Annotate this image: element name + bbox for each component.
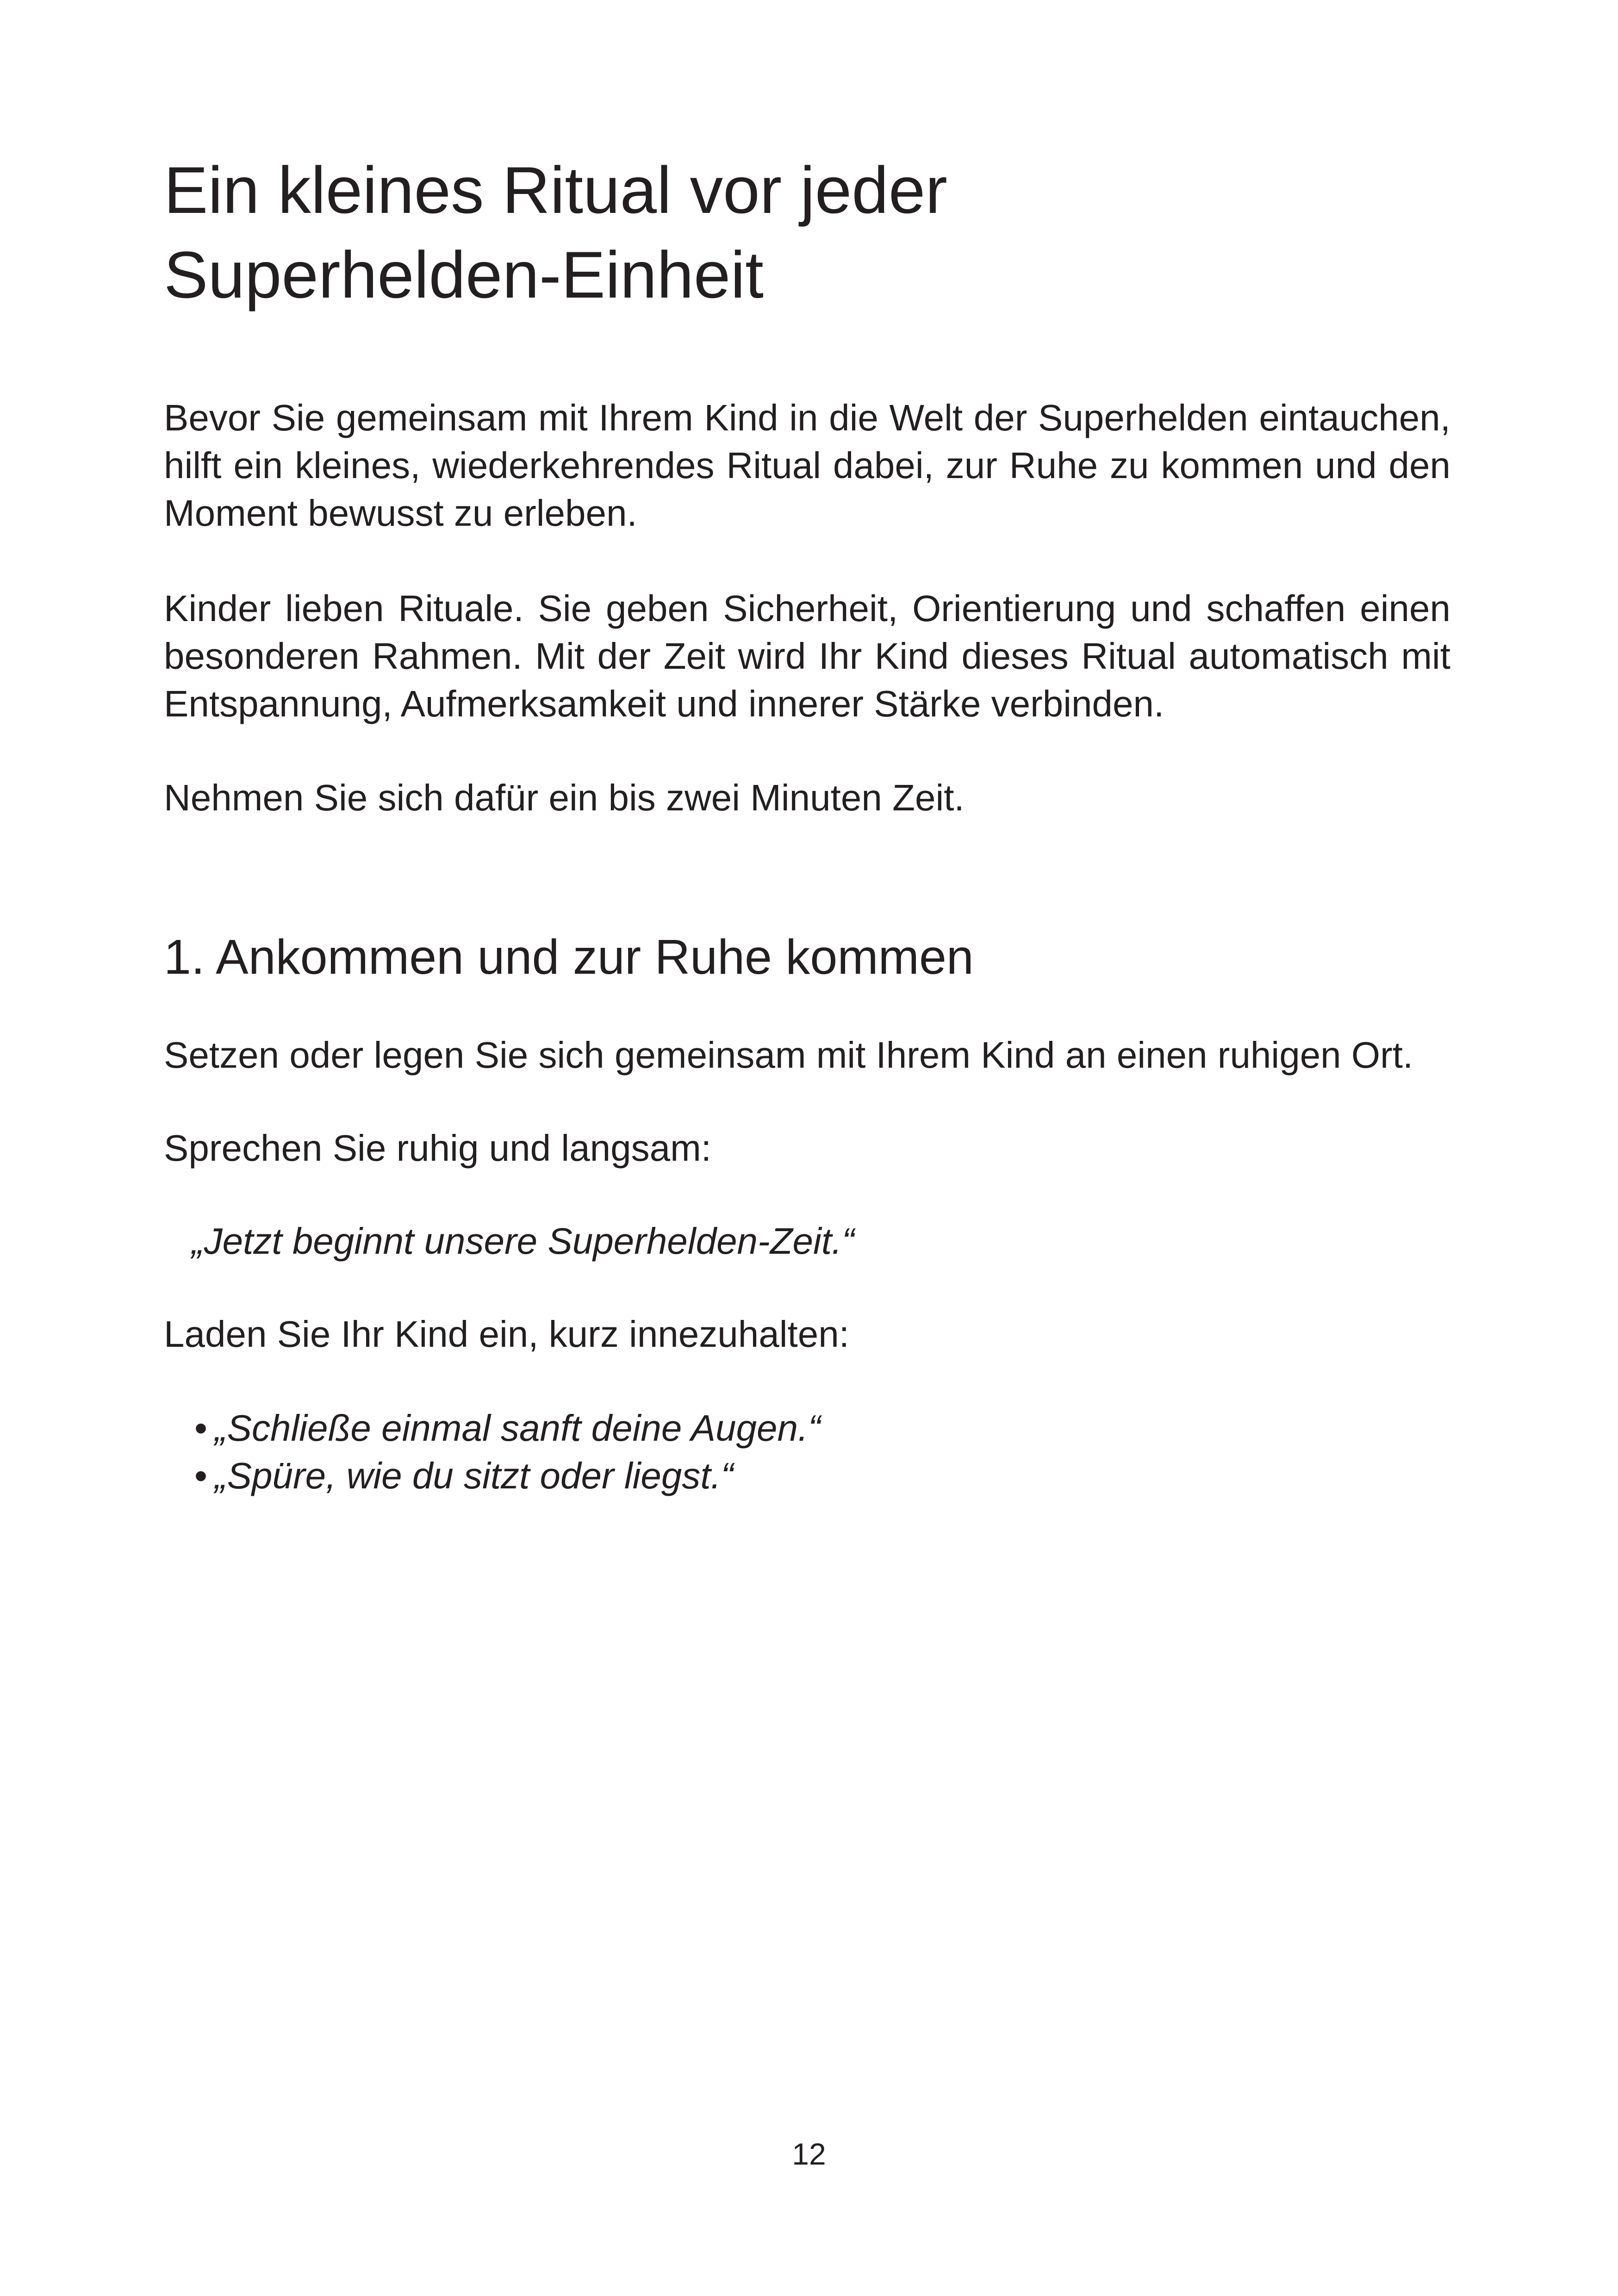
- section-paragraph-2: Sprechen Sie ruhig und langsam:: [164, 1127, 711, 1169]
- bullet-icon: •: [194, 1407, 208, 1449]
- page-title-line-1: Ein kleines Ritual vor jeder: [164, 154, 947, 227]
- section-paragraph-3: Laden Sie Ihr Kind ein, kurz innezuhalten:: [164, 1313, 849, 1355]
- page-content: [164, 148, 1450, 1500]
- section-heading: 1. Ankommen und zur Ruhe kommen: [164, 930, 974, 984]
- intro-paragraph-3: Nehmen Sie sich dafür ein bis zwei Minuten Zeit.: [164, 777, 965, 818]
- list-item-text: „Spüre, wie du sitzt oder liegst.“: [215, 1455, 734, 1496]
- list-item: [194, 1404, 1450, 1452]
- section-paragraph-1: Setzen oder legen Sie sich gemeinsam mit Ihrem Kind an einen ruhigen Ort.: [164, 1034, 1413, 1076]
- list-item-text: „Schließe einmal sanft deine Augen.“: [215, 1407, 821, 1449]
- page-title-line-2: Superhelden-Einheit: [164, 238, 764, 312]
- list-item: [194, 1452, 1450, 1500]
- page-number: 12: [792, 2137, 826, 2171]
- intro-paragraph-2: Kinder lieben Rituale. Sie geben Sicherheit, Orientierung und schaffen einen besonderen Rahmen. Mit der Zeit wird Ihr Kind dieses Ritual automatisch mit Entspannung, Aufmerksamkeit und innerer Stärke verbinden.: [164, 588, 1450, 724]
- page-title: [164, 148, 1450, 317]
- bullet-icon: •: [194, 1455, 208, 1496]
- instruction-list: [194, 1404, 1450, 1500]
- spoken-quote: „Jetzt beginnt unsere Superhelden-Zeit.“: [192, 1220, 854, 1262]
- intro-paragraph-1: Bevor Sie gemeinsam mit Ihrem Kind in die Welt der Superhelden eintauchen, hilft ein kleines, wiederkehrendes Ritual dabei, zur Ruhe zu kommen und den Moment bewusst zu erleben.: [164, 397, 1450, 534]
